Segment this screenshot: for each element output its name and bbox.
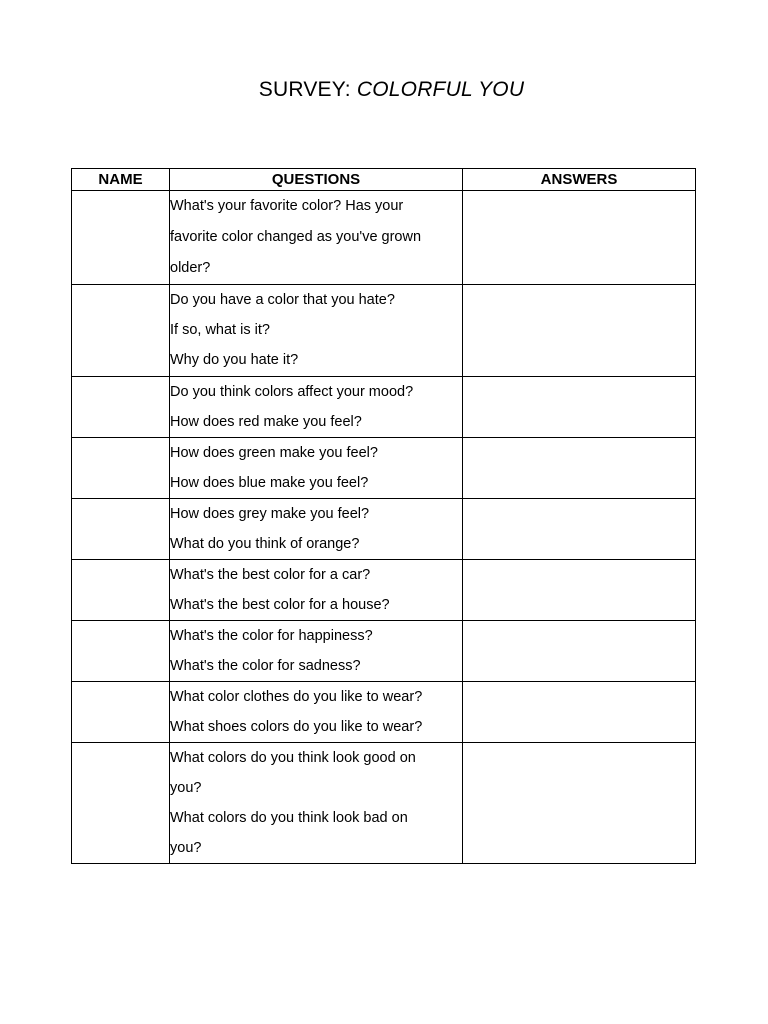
question-line: What color clothes do you like to wear?: [170, 689, 423, 705]
name-cell[interactable]: [72, 743, 170, 864]
answer-cell[interactable]: [463, 499, 696, 560]
question-line: What colors do you think look bad on: [170, 810, 408, 826]
answer-cell[interactable]: [463, 377, 696, 438]
question-line: Why do you hate it?: [170, 352, 299, 368]
question-line: What's the best color for a house?: [170, 597, 390, 613]
questions-cell: [170, 438, 463, 499]
question-line: What's your favorite color? Has your: [170, 198, 404, 214]
question-line: you?: [170, 780, 202, 796]
table-row: [72, 560, 696, 621]
title-prefix: SURVEY:: [258, 78, 357, 101]
question-line: How does blue make you feel?: [170, 475, 369, 491]
question-line: What's the color for happiness?: [170, 628, 373, 644]
header-name: NAME: [72, 169, 170, 191]
questions-cell: [170, 682, 463, 743]
header-row: [72, 169, 696, 191]
table-row: [72, 377, 696, 438]
questions-cell: [170, 621, 463, 682]
answer-cell[interactable]: [463, 560, 696, 621]
name-cell[interactable]: [72, 682, 170, 743]
answer-cell[interactable]: [463, 285, 696, 377]
page-title: [0, 76, 768, 104]
header-answers: ANSWERS: [463, 169, 696, 191]
questions-cell: [170, 191, 463, 285]
name-cell[interactable]: [72, 191, 170, 285]
name-cell[interactable]: [72, 438, 170, 499]
question-line: Do you think colors affect your mood?: [170, 384, 414, 400]
answer-cell[interactable]: [463, 743, 696, 864]
name-cell[interactable]: [72, 560, 170, 621]
table-row: [72, 438, 696, 499]
name-cell[interactable]: [72, 499, 170, 560]
question-line: How does grey make you feel?: [170, 506, 370, 522]
title-emphasis: COLORFUL YOU: [356, 78, 525, 101]
table-row: [72, 285, 696, 377]
name-cell[interactable]: [72, 285, 170, 377]
questions-cell: [170, 499, 463, 560]
table-row: [72, 682, 696, 743]
name-cell[interactable]: [72, 377, 170, 438]
question-line: What's the best color for a car?: [170, 567, 371, 583]
question-line: What shoes colors do you like to wear?: [170, 719, 423, 735]
answer-cell[interactable]: [463, 621, 696, 682]
questions-cell: [170, 743, 463, 864]
question-line: How does green make you feel?: [170, 445, 378, 461]
questions-cell: [170, 377, 463, 438]
answer-cell[interactable]: [463, 438, 696, 499]
question-line: If so, what is it?: [170, 322, 270, 338]
header-questions: QUESTIONS: [170, 169, 463, 191]
question-line: favorite color changed as you've grown: [170, 229, 422, 245]
table-row: [72, 191, 696, 285]
question-line: Do you have a color that you hate?: [170, 292, 395, 308]
question-line: What do you think of orange?: [170, 536, 360, 552]
name-cell[interactable]: [72, 621, 170, 682]
question-line: How does red make you feel?: [170, 414, 362, 430]
questions-cell: [170, 560, 463, 621]
survey-table: [71, 168, 696, 864]
answer-cell[interactable]: [463, 682, 696, 743]
table-row: [72, 621, 696, 682]
table-row: [72, 499, 696, 560]
answer-cell[interactable]: [463, 191, 696, 285]
question-line: you?: [170, 840, 202, 856]
question-line: older?: [170, 260, 211, 276]
question-line: What colors do you think look good on: [170, 750, 416, 766]
question-line: What's the color for sadness?: [170, 658, 361, 674]
table-row: [72, 743, 696, 864]
questions-cell: [170, 285, 463, 377]
